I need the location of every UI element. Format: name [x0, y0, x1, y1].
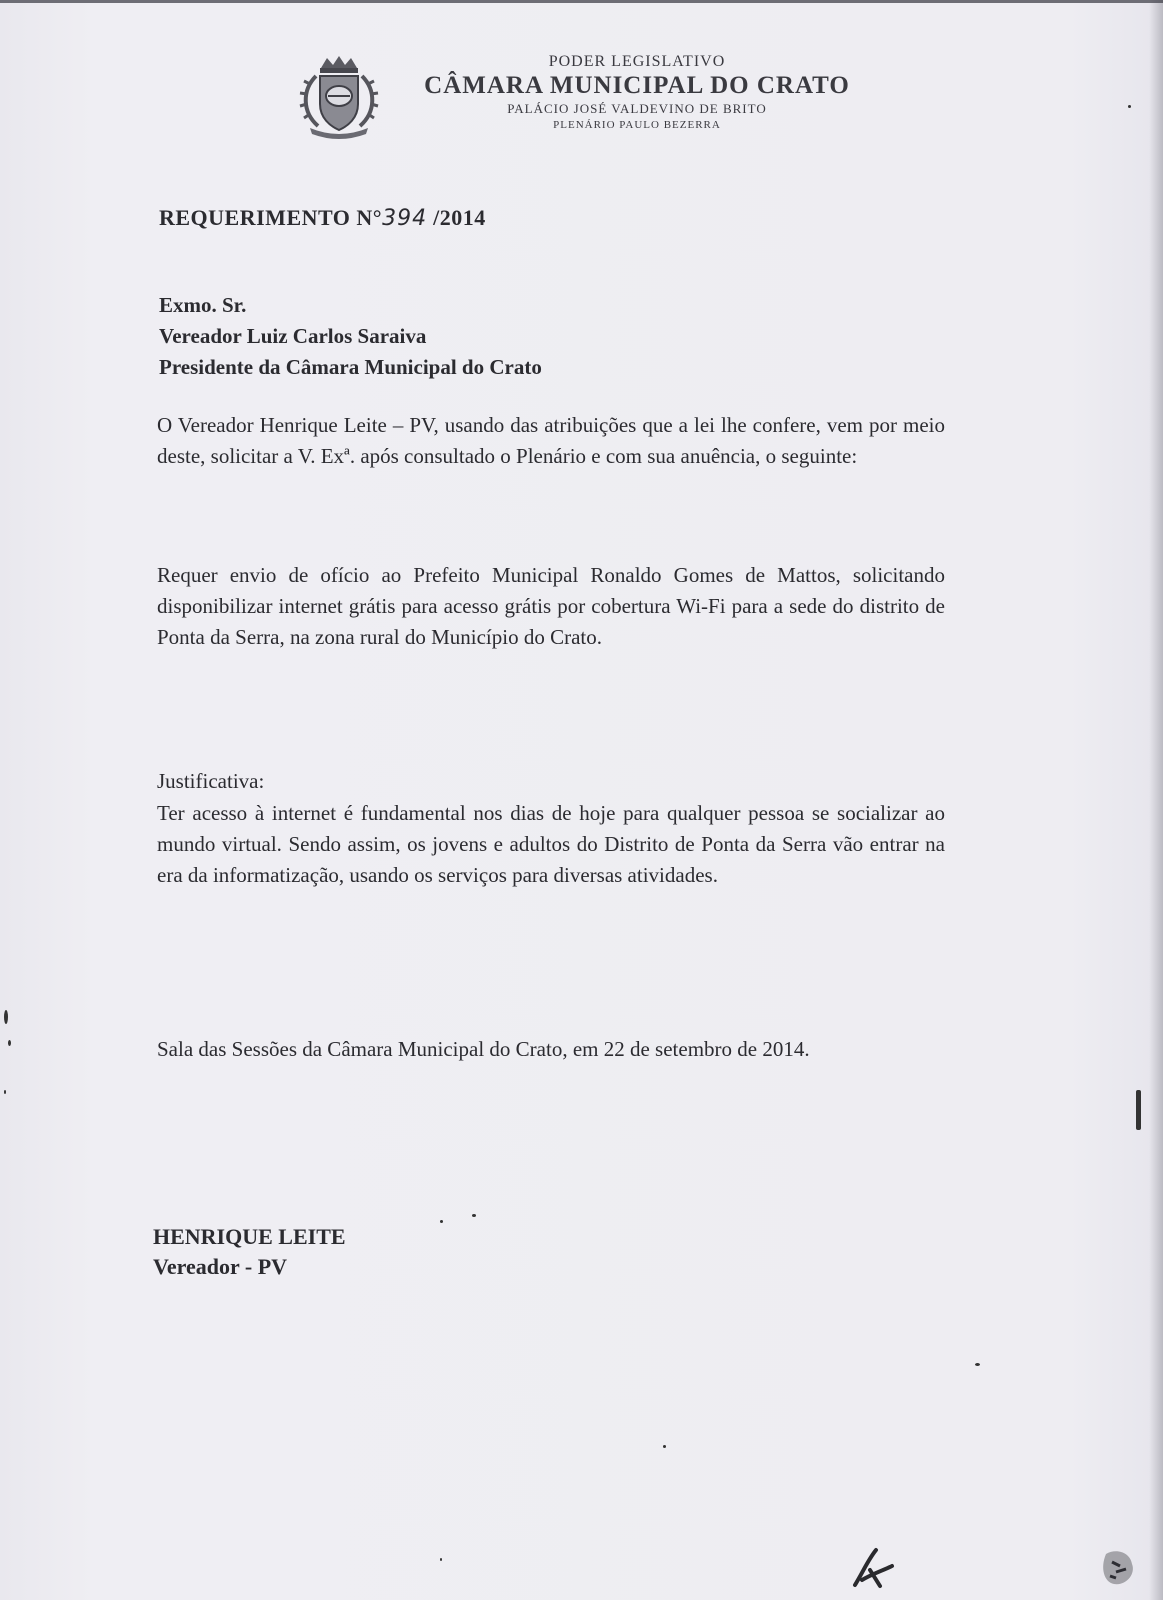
justification-paragraph: Ter acesso à internet é fundamental nos dias de hoje para qualquer pessoa se socializar ao mundo virtual. Sendo assim, os jovens e adultos do Distrito de Ponta da Serra vão entrar na era da informatização, usando os serviços para diversas atividades.	[157, 801, 945, 887]
scan-artifact-blot	[1096, 1544, 1146, 1594]
salutation: Exmo. Sr.	[159, 293, 247, 317]
addressee-block	[159, 290, 542, 383]
closing-paragraph: Sala das Sessões da Câmara Municipal do Crato, em 22 de setembro de 2014.	[157, 1037, 810, 1061]
justification-label: Justificativa:	[157, 769, 265, 793]
document-title	[159, 205, 486, 231]
letterhead-institution: CÂMARA MUNICIPAL DO CRATO	[424, 72, 850, 99]
signer-name: HENRIQUE LEITE	[153, 1224, 346, 1249]
request-paragraph: Requer envio de ofício ao Prefeito Municipal Ronaldo Gomes de Mattos, solicitando disponibilizar internet grátis para acesso grátis por cobertura Wi-Fi para a sede do distrito de Ponta da Serra, na zona rural do Município do Crato.	[157, 563, 945, 649]
addressee-name: Vereador Luiz Carlos Saraiva	[159, 324, 427, 348]
signature-block	[153, 1222, 346, 1282]
letterhead-text	[392, 52, 882, 133]
title-prefix: REQUERIMENTO N°	[159, 205, 383, 230]
letterhead-power: PODER LEGISLATIVO	[548, 53, 726, 70]
signer-title: Vereador - PV	[153, 1254, 288, 1279]
handwritten-number: 394	[382, 206, 428, 231]
letterhead	[296, 52, 896, 142]
letterhead-palace: PALÁCIO JOSÉ VALDEVINO DE BRITO	[507, 101, 767, 116]
addressee-role: Presidente da Câmara Municipal do Crato	[159, 355, 542, 379]
scan-artifact-mark	[850, 1540, 910, 1590]
intro-paragraph: O Vereador Henrique Leite – PV, usando das atribuições que a lei lhe confere, vem por meio deste, solicitar a V. Exª. após consultado o Plenário e com sua anuência, o seguinte:	[157, 413, 945, 468]
letterhead-plenary: PLENÁRIO PAULO BEZERRA	[553, 119, 721, 131]
coat-of-arms-icon	[296, 54, 382, 140]
title-suffix: /2014	[427, 205, 486, 230]
scan-top-edge	[0, 0, 1163, 3]
scan-right-edge	[1149, 0, 1163, 1600]
